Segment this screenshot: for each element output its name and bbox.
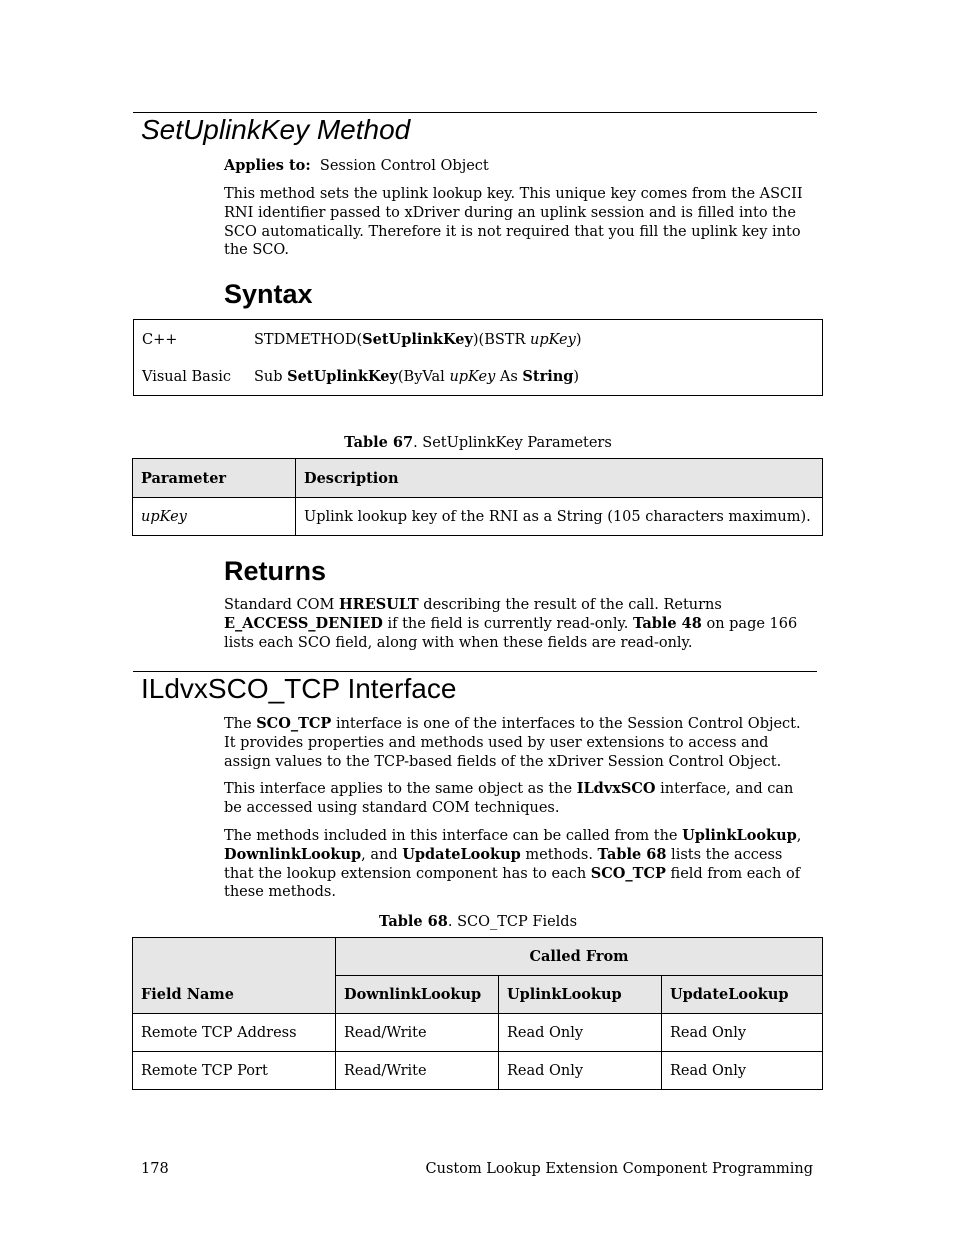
text-run: , (796, 828, 802, 844)
bold-run: E_ACCESS_DENIED (224, 614, 383, 632)
table68-caption (133, 913, 823, 931)
table-header-row (133, 459, 823, 498)
bold-run: DownlinkLookup (224, 845, 362, 863)
code-method: SetUplinkKey (287, 368, 398, 385)
bold-run: ILdvxSCO (576, 780, 656, 797)
cell-parameter (133, 498, 296, 536)
code-suffix: ) (573, 369, 580, 385)
syntax-lang-cpp: C++ (142, 332, 178, 348)
text-run: interface is one of the interfaces to the Session Control Object. It provides properties and methods used by user extensions to access and assign values to the TCP-based fields of the xDriver Session Control Object. (224, 716, 801, 770)
section-title-setuplinkkey: SetUplinkKey Method (141, 114, 411, 145)
text-run: methods. (520, 846, 598, 863)
code-method: SetUplinkKey (362, 331, 473, 348)
syntax-heading: Syntax (224, 279, 313, 309)
bold-run: Table 48 (632, 614, 702, 632)
bold-run: Table 68 (597, 845, 667, 863)
bold-run: HRESULT (338, 596, 419, 613)
applies-to-value: Session Control Object (319, 158, 489, 174)
header-downlinklookup: DownlinkLookup (336, 976, 499, 1014)
param-name: upKey (141, 508, 187, 525)
text-run: interface, and can be accessed using standard COM techniques. (224, 781, 794, 816)
syntax-code-cpp (254, 331, 582, 349)
code-param: upKey (529, 332, 576, 348)
table68 (132, 937, 823, 1090)
header-called-from: Called From (336, 938, 823, 976)
table67-caption (133, 434, 823, 452)
code-param: upKey (449, 369, 496, 385)
cell-downlink: Read/Write (336, 1052, 499, 1090)
table67 (132, 458, 823, 536)
cell-field-name: Remote TCP Address (133, 1014, 336, 1052)
table-row (133, 498, 823, 536)
code-suffix: ) (575, 332, 582, 348)
code-prefix: Sub (254, 369, 288, 385)
header-description: Description (296, 459, 823, 498)
header-parameter: Parameter (133, 459, 296, 498)
section-rule-interface (133, 671, 817, 672)
syntax-code-vb (254, 368, 579, 386)
header-uplinklookup: UplinkLookup (499, 976, 662, 1014)
caption-text: . SCO_TCP Fields (447, 914, 578, 930)
cell-description: Uplink lookup key of the RNI as a String (105 characters maximum). (296, 498, 823, 536)
code-middle: )(BSTR (472, 332, 530, 348)
code-middle: (ByVal (397, 369, 450, 385)
cell-downlink: Read/Write (336, 1014, 499, 1052)
text-run: This interface applies to the same object as the (224, 781, 577, 797)
interface-para-2 (224, 780, 812, 818)
text-run: , and (361, 846, 403, 863)
text-run: describing the result of the call. Returns (418, 597, 722, 613)
caption-number: Table 68 (378, 913, 448, 930)
section-rule-top (133, 112, 817, 113)
header-updatelookup: UpdateLookup (662, 976, 823, 1014)
header-field-name: Field Name (133, 938, 336, 1014)
text-run: if the field is currently read-only. (382, 615, 633, 632)
table-header-row (133, 938, 823, 976)
syntax-box (133, 319, 823, 396)
table-row (133, 1014, 823, 1052)
text-run: field from each of these methods. (224, 865, 801, 901)
page-number: 178 (141, 1161, 169, 1177)
text-run: on page 166 lists each SCO field, along with when these fields are read-only. (224, 615, 798, 651)
applies-to-label: Applies to: (224, 157, 311, 174)
section-title-interface: ILdvxSCO_TCP Interface (141, 673, 457, 704)
code-type: String (522, 368, 574, 385)
text-run: lists the access that the lookup extension component has to each (224, 846, 783, 882)
applies-to-line (224, 157, 812, 176)
method-description: This method sets the uplink lookup key. This unique key comes from the ASCII RNI identifier passed to xDriver during an uplink session and is filled into the SCO automatically. Therefore it is not required that you fill the uplink key into the SCO. (224, 186, 803, 259)
code-as: As (495, 369, 523, 385)
text-run: Standard COM (224, 597, 339, 613)
bold-run: UpdateLookup (402, 845, 521, 863)
interface-para-1 (224, 715, 812, 771)
syntax-lang-vb: Visual Basic (142, 369, 232, 385)
cell-field-name: Remote TCP Port (133, 1052, 336, 1090)
text-run: The (224, 716, 257, 732)
cell-uplink: Read Only (499, 1014, 662, 1052)
bold-run: SCO_TCP (256, 715, 332, 732)
returns-text (224, 596, 812, 652)
code-prefix: STDMETHOD( (254, 332, 363, 348)
cell-update: Read Only (662, 1052, 823, 1090)
caption-text: . SetUplinkKey Parameters (413, 435, 612, 451)
returns-heading: Returns (224, 556, 327, 586)
cell-uplink: Read Only (499, 1052, 662, 1090)
table-row (133, 1052, 823, 1090)
interface-para-3 (224, 827, 812, 902)
caption-number: Table 67 (344, 434, 414, 451)
footer-chapter-title: Custom Lookup Extension Component Programming (425, 1161, 813, 1177)
cell-update: Read Only (662, 1014, 823, 1052)
bold-run: UplinkLookup (682, 827, 797, 844)
text-run: The methods included in this interface can be called from the (224, 828, 683, 844)
bold-run: SCO_TCP (590, 864, 666, 882)
